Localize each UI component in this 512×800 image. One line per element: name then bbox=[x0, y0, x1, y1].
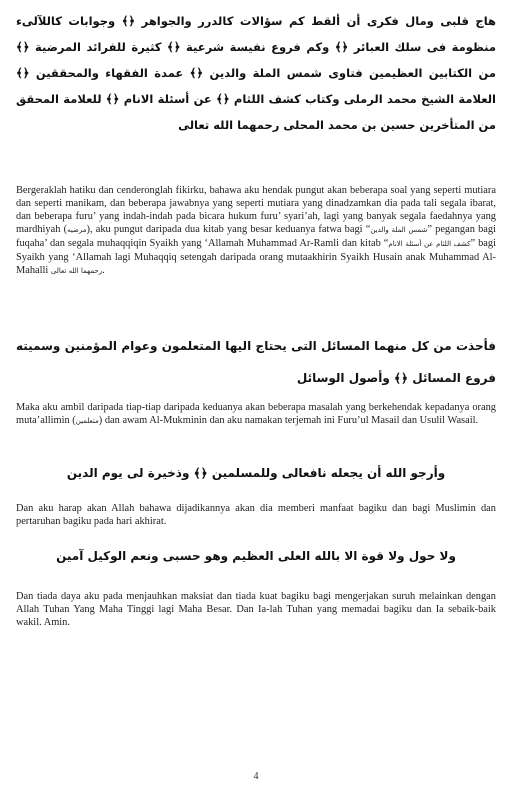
inline-arabic-term: شمس الملة والدين bbox=[370, 226, 428, 234]
inline-arabic-term: متعلمين bbox=[75, 417, 99, 425]
malay-translation-hope: Dan aku harap akan Allah bahawa dijadikannya akan dia memberi manfaat bagiku dan bagi Muslimin dan pertaruhan bagiku pada hari akhirat. bbox=[16, 503, 496, 527]
inline-arabic-term: كشف اللثام عن أسئلة الانام bbox=[388, 240, 471, 248]
malay-translation-hawqala: Dan tiada daya aku pada menjauhkan maksiat dan tiada kuat bagiku bagi mengerjakan suruh melainkan dengan Allah Tuhan Yang Maha Tinggi lagi Maha Besar. Dan Ia-lah Tuhan yang memadai bagiku dan Ia sebaik-baik wakil. Amin. bbox=[16, 591, 496, 628]
malay-text-part: . bbox=[102, 265, 105, 276]
arabic-paragraph-intro: هاج قلبى ومال فكرى أن ألقط كم سؤالات كالدرر والجواهر ﴿﴾ وجوابات كاللآلىء منظومة فى سلك العبائر ﴿﴾ وكم فروع نفيسة شرعية ﴿﴾ كثيرة للفرائد المرضية ﴿﴾ من الكتابين العظيمين فتاوى شمس الملة والدين ﴿﴾ عمدة الفقهاء والمحققين ﴿﴾ العلامة الشيخ محمد الرملى وكتاب كشف اللثام ﴿﴾ عن أسئلة الانام ﴿﴾ للعلامة المحقق من المتأخرين حسين بن محمد المحلى رحمهما الله تعالى bbox=[16, 14, 496, 132]
arabic-paragraph-hawqala: ولا حول ولا قوة الا بالله العلى العظيم وهو حسبى ونعم الوكيل آمين bbox=[56, 549, 456, 563]
malay-text-part: Maka aku ambil daripada tiap-tiap daripada keduanya akan beberapa masalah yang berkehendak kepadanya orang muta’allimin ( bbox=[16, 402, 496, 426]
page-number: 4 bbox=[253, 771, 259, 782]
malay-text-part: ” bagi Syaikh yang ‘Allamah lagi Muhaqqiq setengah daripada orang mutaakhirin Syaikh Husain anak Muhammad Al-Mahalli bbox=[16, 238, 496, 276]
malay-text-part: ) dan awam Al-Mukminin dan aku namakan terjemah ini Furu’ul Masail dan Usulil Wasail. bbox=[98, 415, 479, 426]
malay-text-part: ” pegangan bagi fuqaha’ dan segala muhaqqiqin Syaikh yang ‘Allamah Muhammad Ar-Ramli dan kitab “ bbox=[16, 224, 496, 249]
malay-text-part: ), aku pungut daripada dua kitab yang besar keduanya fatwa bagi “ bbox=[86, 224, 371, 235]
inline-arabic-term: مرضيه bbox=[67, 226, 87, 234]
malay-translation-intro bbox=[16, 184, 496, 278]
arabic-paragraph-hope: وأرجو الله أن يجعله نافعالى وللمسلمين ﴿﴾ وذخيرة لى يوم الدين bbox=[66, 466, 446, 480]
malay-translation-masail bbox=[16, 401, 496, 428]
inline-arabic-term: رحمهما الله تعالى bbox=[50, 267, 103, 275]
arabic-paragraph-masail: فأحذت من كل منهما المسائل التى يحتاج اليها المتعلمون وعوام المؤمنين وسميته فروع المسائل ﴿﴾ وأصول الوسائل bbox=[16, 339, 496, 385]
malay-text-part: Bergeraklah hatiku dan cenderonglah fikirku, bahawa aku hendak pungut akan beberapa soal yang seperti mutiara dan seperti manikam, dan beberapa jawabnya yang seperti mutiara yang dinadzamkan dia pada tali segala ibarat, dan beberapa furu’ yang indah-indah pada bicara hukum furu’ syari’ah, lagi yang banyak segala faedahnya yang mardhiyah ( bbox=[16, 185, 496, 235]
